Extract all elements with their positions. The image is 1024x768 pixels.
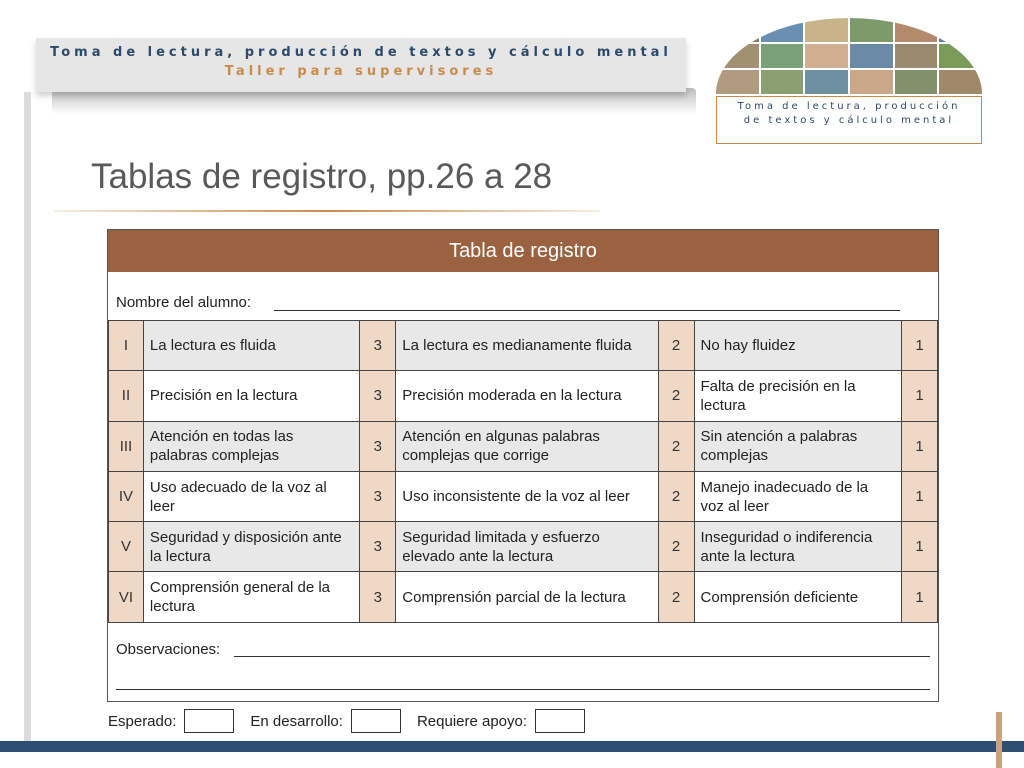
- logo-photo-tile: [850, 18, 893, 42]
- left-accent-bar: [24, 92, 31, 742]
- logo-photo-tile: [761, 18, 804, 42]
- form-header: Tabla de registro: [108, 230, 938, 272]
- legend-expected-label: Esperado:: [108, 712, 177, 730]
- criterion-high: Uso adecuado de la voz al leer: [143, 471, 360, 521]
- logo-photo-tile: [805, 44, 848, 68]
- logo-caption: [716, 96, 982, 144]
- criteria-row: [109, 471, 938, 521]
- student-name-label: Nombre del alumno:: [116, 294, 252, 311]
- logo-photo-tile: [716, 70, 759, 94]
- banner-title: Toma de lectura, producción de textos y cálculo mental: [50, 45, 672, 60]
- criteria-table: [108, 320, 938, 623]
- legend-developing-label: En desarrollo:: [250, 712, 343, 730]
- score-low[interactable]: 1: [902, 321, 938, 371]
- score-high[interactable]: 3: [360, 421, 396, 471]
- score-high[interactable]: 3: [360, 321, 396, 371]
- criterion-mid: Precisión moderada en la lectura: [396, 371, 658, 421]
- criterion-low: Sin atención a palabras complejas: [694, 421, 902, 471]
- score-mid[interactable]: 2: [658, 471, 694, 521]
- score-mid[interactable]: 2: [658, 371, 694, 421]
- criteria-row: [109, 371, 938, 421]
- score-low[interactable]: 1: [902, 572, 938, 622]
- logo-photo-tile: [805, 18, 848, 42]
- logo-photo-tile: [761, 44, 804, 68]
- observations-label: Observaciones:: [116, 640, 221, 658]
- student-name-field[interactable]: [274, 310, 900, 311]
- row-number: III: [109, 421, 144, 471]
- logo-photo-tile: [716, 44, 759, 68]
- legend-needs-support-label: Requiere apoyo:: [416, 712, 528, 730]
- criteria-row: [109, 572, 938, 622]
- criterion-high: Atención en todas las palabras complejas: [143, 421, 360, 471]
- criterion-mid: Comprensión parcial de la lectura: [396, 572, 658, 622]
- score-mid[interactable]: 2: [658, 522, 694, 572]
- criterion-high: Comprensión general de la lectura: [143, 572, 360, 622]
- logo-photo-tile: [895, 44, 938, 68]
- criterion-low: Inseguridad o indiferencia ante la lectura: [694, 522, 902, 572]
- criteria-row: [109, 522, 938, 572]
- logo-caption-line1: Toma de lectura, producción: [737, 101, 961, 112]
- score-high[interactable]: 3: [360, 572, 396, 622]
- score-low[interactable]: 1: [902, 421, 938, 471]
- criterion-mid: Uso inconsistente de la voz al leer: [396, 471, 658, 521]
- score-high[interactable]: 3: [360, 371, 396, 421]
- observations-field-line-2[interactable]: [116, 689, 930, 690]
- row-number: IV: [109, 471, 144, 521]
- logo-photo-tile: [761, 70, 804, 94]
- criterion-low: No hay fluidez: [694, 321, 902, 371]
- logo-caption-line2: de textos y cálculo mental: [743, 115, 955, 126]
- score-mid[interactable]: 2: [658, 321, 694, 371]
- score-high[interactable]: 3: [360, 471, 396, 521]
- criterion-mid: La lectura es medianamente fluida: [396, 321, 658, 371]
- header-banner: [36, 38, 686, 92]
- criteria-row: [109, 321, 938, 371]
- logo-photo-tile: [850, 44, 893, 68]
- logo-photo-tile: [939, 70, 982, 94]
- criterion-high: Seguridad y disposición ante la lectura: [143, 522, 360, 572]
- row-number: II: [109, 371, 144, 421]
- score-mid[interactable]: 2: [658, 421, 694, 471]
- criteria-row: [109, 421, 938, 471]
- footer-bar: [0, 741, 1024, 752]
- legend-needs-support-box[interactable]: [535, 709, 585, 733]
- logo-photo-tile: [716, 18, 759, 42]
- row-number: VI: [109, 572, 144, 622]
- criterion-high: Precisión en la lectura: [143, 371, 360, 421]
- criterion-low: Comprensión deficiente: [694, 572, 902, 622]
- title-divider: [54, 210, 600, 212]
- legend-developing-box[interactable]: [351, 709, 401, 733]
- program-logo: [714, 18, 988, 130]
- score-low[interactable]: 1: [902, 471, 938, 521]
- score-mid[interactable]: 2: [658, 572, 694, 622]
- slide-title: Tablas de registro, pp.26 a 28: [91, 157, 553, 196]
- banner-subtitle: Taller para supervisores: [224, 64, 498, 79]
- score-low[interactable]: 1: [902, 371, 938, 421]
- row-number: V: [109, 522, 144, 572]
- legend-expected-box[interactable]: [184, 709, 234, 733]
- photo-mosaic-logo: [716, 18, 982, 94]
- criterion-low: Falta de precisión en la lectura: [694, 371, 902, 421]
- criterion-high: La lectura es fluida: [143, 321, 360, 371]
- student-name-row: [108, 272, 938, 320]
- logo-photo-tile: [939, 18, 982, 42]
- score-low[interactable]: 1: [902, 522, 938, 572]
- criterion-mid: Seguridad limitada y esfuerzo elevado ante la lectura: [396, 522, 658, 572]
- logo-photo-tile: [895, 70, 938, 94]
- logo-photo-tile: [805, 70, 848, 94]
- logo-photo-tile: [939, 44, 982, 68]
- record-form: [107, 229, 939, 702]
- row-number: I: [109, 321, 144, 371]
- logo-photo-tile: [895, 18, 938, 42]
- score-high[interactable]: 3: [360, 522, 396, 572]
- criterion-low: Manejo inadecuado de la voz al leer: [694, 471, 902, 521]
- right-accent-bar: [996, 712, 1002, 768]
- level-legend: [108, 708, 585, 734]
- criterion-mid: Atención en algunas palabras complejas que corrige: [396, 421, 658, 471]
- observations-section: [108, 623, 938, 705]
- observations-field-line-1[interactable]: [234, 656, 930, 657]
- logo-photo-tile: [850, 70, 893, 94]
